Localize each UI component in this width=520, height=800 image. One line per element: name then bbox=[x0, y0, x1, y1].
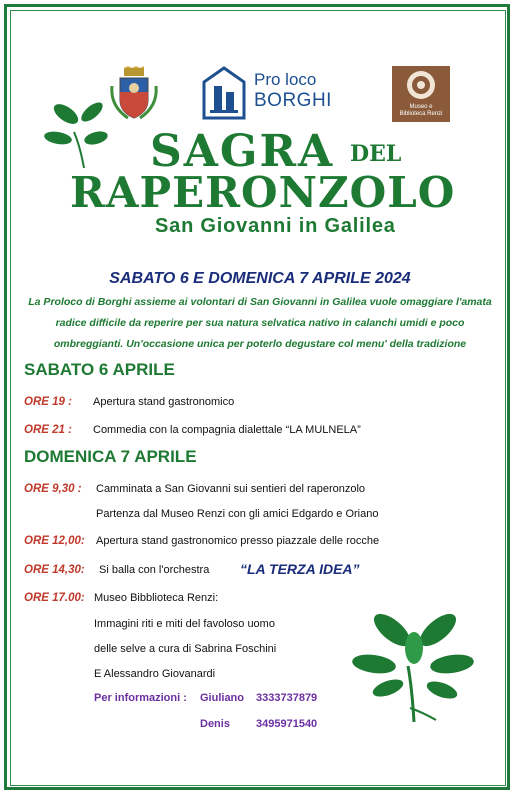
event-text: Apertura stand gastronomico bbox=[93, 396, 235, 408]
contact-phone: 3333737879 bbox=[256, 692, 318, 704]
event-time: ORE 9,30 : bbox=[24, 483, 82, 495]
title-sagra: SAGRA bbox=[150, 126, 335, 177]
event-time: ORE 21 : bbox=[24, 424, 72, 436]
event-time: ORE 12,00: bbox=[24, 535, 85, 547]
event-text: Camminata a San Giovanni sui sentieri del raperonzolo bbox=[96, 483, 366, 495]
subtitle-location: San Giovanni in Galilea bbox=[155, 215, 396, 237]
event-time: ORE 14,30: bbox=[24, 564, 85, 576]
date-headline: SABATO 6 E DOMENICA 7 APRILE 2024 bbox=[109, 270, 411, 287]
museo-renzi-logo bbox=[392, 66, 450, 122]
event-text: Commedia con la compagnia dialettale “LA MULNELA” bbox=[93, 424, 361, 436]
proloco-line2: BORGHI bbox=[254, 90, 332, 111]
intro-line: La Proloco di Borghi assieme ai volontari di San Giovanni in Galilea vuole omaggiare l'amata bbox=[28, 296, 492, 308]
event-text: E Alessandro Giovanardi bbox=[94, 668, 216, 680]
event-text: Immagini riti e miti del favoloso uomo bbox=[94, 618, 275, 630]
municipal-crest-icon bbox=[108, 66, 160, 122]
contact-name: Denis bbox=[200, 718, 230, 730]
event-text: delle selve a cura di Sabrina Foschini bbox=[94, 643, 277, 655]
contact-name: Giuliano bbox=[200, 692, 244, 704]
title-raperonzolo: RAPERONZOLO bbox=[70, 168, 456, 217]
sunday-heading: DOMENICA 7 APRILE bbox=[24, 447, 197, 466]
event-text: Museo Bibblioteca Renzi: bbox=[94, 592, 219, 604]
event-time: ORE 17.00: bbox=[24, 592, 85, 604]
raperonzolo-plant-icon bbox=[44, 96, 114, 177]
proloco-line1: Pro loco bbox=[254, 70, 317, 89]
intro-paragraph bbox=[20, 292, 500, 355]
contact-label: Per informazioni : bbox=[94, 692, 187, 704]
intro-line: ombreggianti. Un'occasione unica per poterlo degustare col menu' della tradizione bbox=[53, 338, 467, 350]
saturday-heading: SABATO 6 APRILE bbox=[24, 360, 175, 379]
event-text: Partenza dal Museo Renzi con gli amici Edgardo e Oriano bbox=[96, 508, 379, 520]
event-text: Si balla con l'orchestra bbox=[99, 564, 210, 576]
event-time: ORE 19 : bbox=[24, 396, 72, 408]
museo-logo-text: Museo e Biblioteca Renzi bbox=[399, 104, 443, 117]
raperonzolo-plant-icon bbox=[352, 608, 478, 731]
proloco-borghi-logo bbox=[200, 64, 350, 120]
band-name: “LA TERZA IDEA” bbox=[240, 561, 360, 577]
title-del: DEL bbox=[350, 141, 402, 167]
event-text: Apertura stand gastronomico presso piazzale delle rocche bbox=[96, 535, 380, 547]
intro-line: radice difficile da reperire per sua natura selvatica nativo in calanchi umidi e poco bbox=[55, 317, 465, 329]
contact-phone: 3495971540 bbox=[256, 718, 318, 730]
